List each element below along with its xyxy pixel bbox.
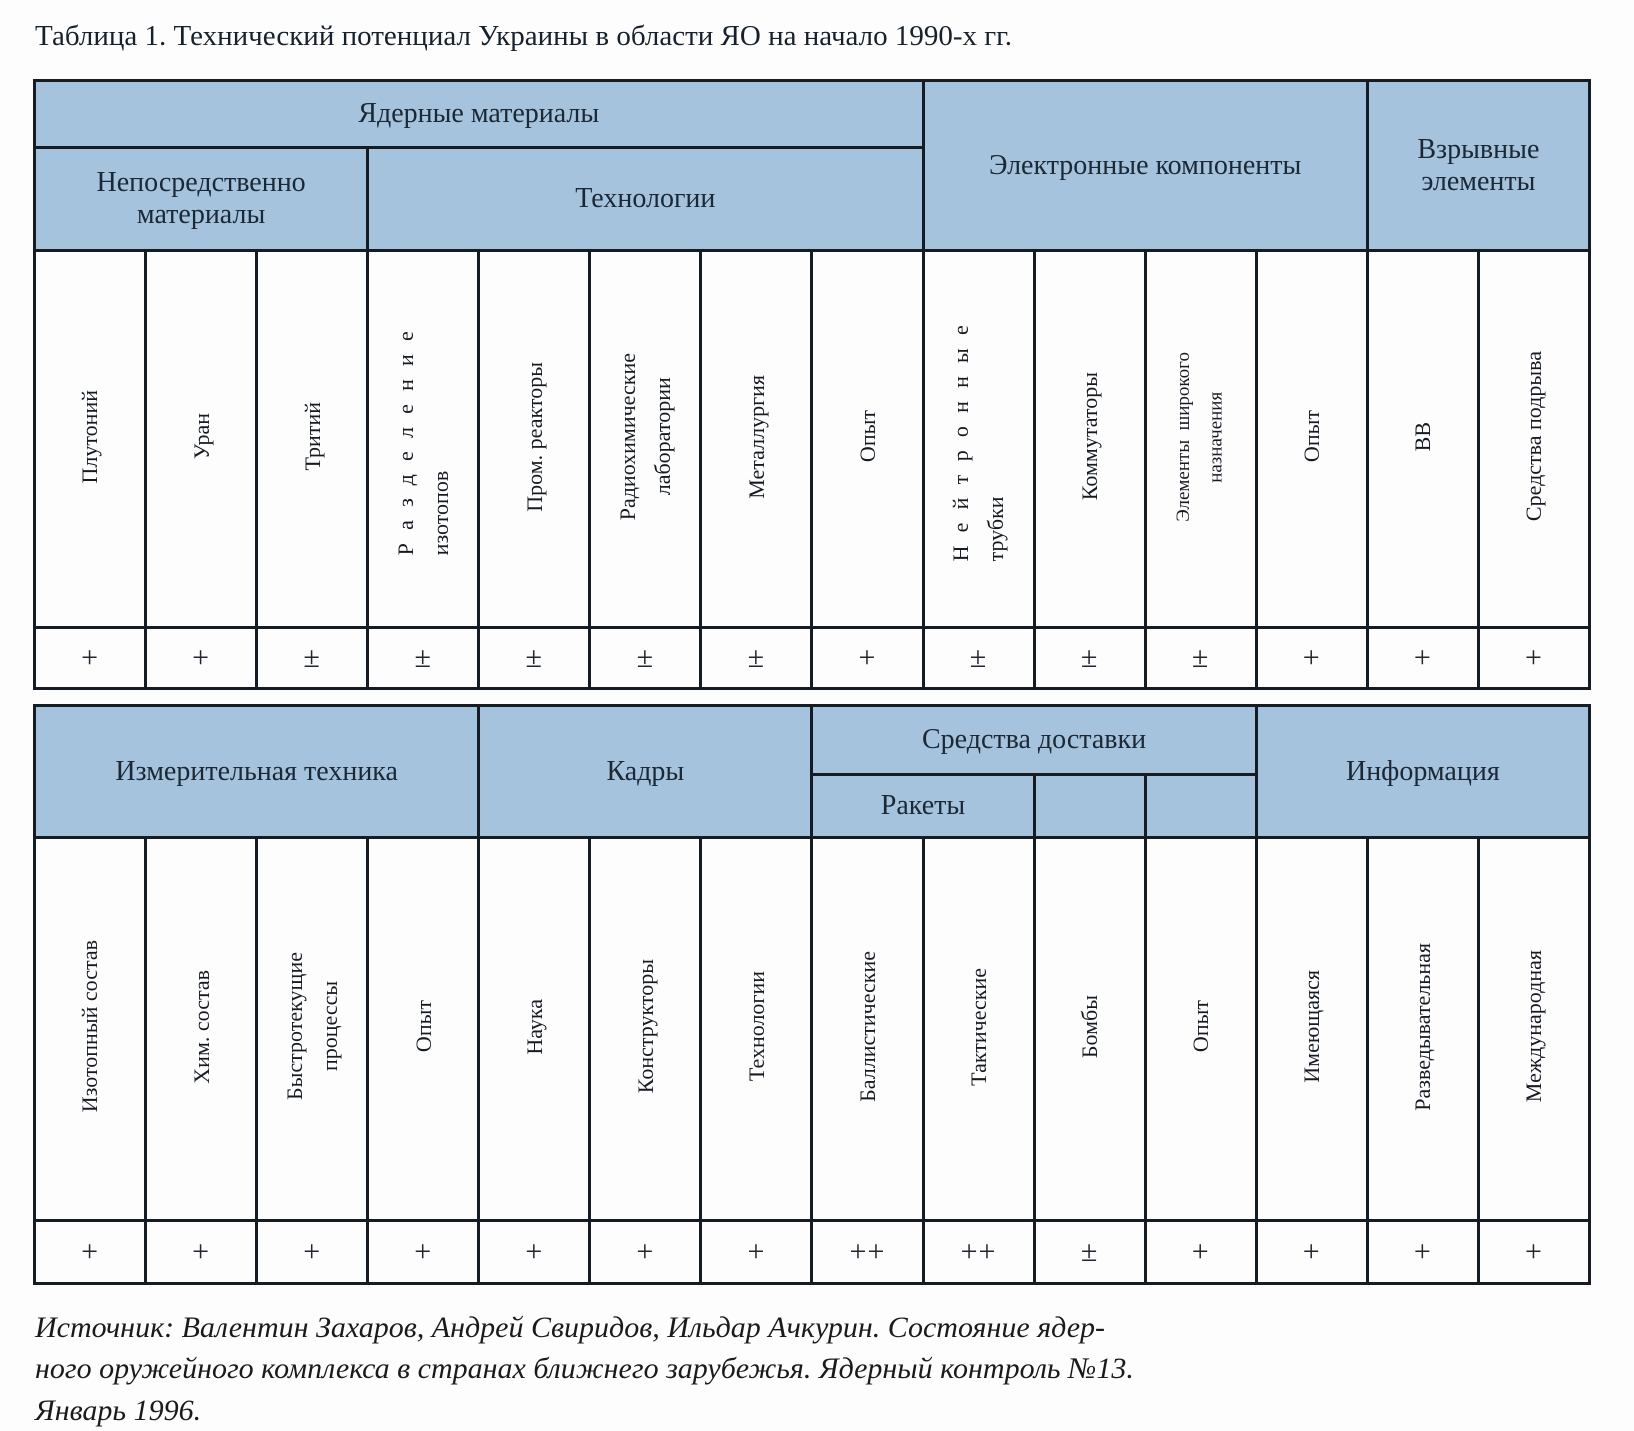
value-cell: ± bbox=[701, 628, 812, 689]
column-label-line: Радиохимические bbox=[615, 352, 641, 521]
column-label bbox=[184, 413, 219, 459]
column-label-line: Элементы широкого bbox=[1173, 351, 1195, 522]
nuclear-potential-table-top bbox=[33, 79, 1591, 690]
column-label-cell bbox=[146, 838, 257, 1221]
column-label-cell bbox=[479, 838, 590, 1221]
value-cell: ± bbox=[479, 628, 590, 689]
column-label bbox=[739, 971, 774, 1081]
column-label-cell bbox=[923, 838, 1034, 1221]
group-header: Ядерные материалы bbox=[35, 81, 924, 148]
value-cell: ± bbox=[257, 628, 368, 689]
column-label-line: Наука bbox=[521, 998, 547, 1055]
column-label-cell bbox=[701, 251, 812, 628]
group-header: Электронные компоненты bbox=[923, 81, 1367, 251]
group-header: Ракеты bbox=[812, 775, 1034, 838]
column-label bbox=[1405, 422, 1440, 451]
value-cell: + bbox=[146, 628, 257, 689]
column-label-line: изотопов bbox=[428, 470, 454, 556]
group-header bbox=[1145, 775, 1256, 838]
column-label-line: Изотопный состав bbox=[77, 940, 103, 1113]
value-cell: ± bbox=[1034, 1221, 1145, 1284]
column-label-line: Баллистические bbox=[854, 951, 880, 1102]
column-label bbox=[1168, 352, 1233, 522]
column-label-line: Международная bbox=[1521, 950, 1547, 1103]
column-label-line: Разведывательная bbox=[1410, 942, 1436, 1111]
column-label-cell bbox=[1367, 838, 1478, 1221]
column-label-line: Тритий bbox=[299, 402, 325, 471]
value-cell: + bbox=[1478, 628, 1589, 689]
value-cell: + bbox=[368, 1221, 479, 1284]
column-label bbox=[1294, 410, 1329, 462]
value-cell: + bbox=[1256, 1221, 1367, 1284]
column-label-cell bbox=[146, 251, 257, 628]
value-cell: + bbox=[1367, 628, 1478, 689]
column-label bbox=[739, 375, 774, 499]
group-header: Технологии bbox=[368, 148, 923, 251]
column-label bbox=[406, 1000, 441, 1052]
column-label bbox=[184, 970, 219, 1084]
value-cell: + bbox=[35, 1221, 146, 1284]
column-label bbox=[1183, 1000, 1218, 1052]
column-label bbox=[517, 362, 552, 512]
column-label-cell bbox=[368, 838, 479, 1221]
value-cell: ± bbox=[923, 628, 1034, 689]
tables-container bbox=[33, 79, 1594, 1285]
column-label-cell bbox=[257, 251, 368, 628]
column-label-line: назначения bbox=[1205, 390, 1227, 482]
column-label bbox=[1294, 970, 1329, 1083]
value-cell: + bbox=[479, 1221, 590, 1284]
column-label-cell bbox=[1367, 251, 1478, 628]
column-label bbox=[610, 353, 680, 520]
column-label-line: Разделение bbox=[393, 317, 419, 556]
group-header: Средства доставки bbox=[812, 706, 1256, 775]
column-label-cell bbox=[35, 251, 146, 628]
column-label-cell bbox=[1478, 838, 1589, 1221]
column-label-cell bbox=[1256, 838, 1367, 1221]
column-label-cell bbox=[1478, 251, 1589, 628]
value-cell: ± bbox=[368, 628, 479, 689]
column-label-cell bbox=[701, 838, 812, 1221]
value-cell: ± bbox=[1145, 628, 1256, 689]
column-label-cell bbox=[923, 251, 1034, 628]
column-label bbox=[943, 312, 1013, 561]
column-label-line: Коммутаторы bbox=[1077, 372, 1102, 501]
column-label-cell bbox=[812, 251, 923, 628]
column-label bbox=[72, 940, 107, 1112]
column-label-line: Быстротекущие bbox=[281, 952, 307, 1101]
column-label-cell bbox=[1034, 251, 1145, 628]
column-label-cell bbox=[257, 838, 368, 1221]
column-label bbox=[295, 402, 330, 471]
column-label-cell bbox=[1145, 838, 1256, 1221]
column-label-line: Опыт bbox=[410, 1000, 436, 1053]
column-label-cell bbox=[590, 838, 701, 1221]
column-label-cell bbox=[368, 251, 479, 628]
column-label bbox=[517, 999, 552, 1055]
column-label-line: Плутоний bbox=[77, 389, 103, 484]
group-header: Информация bbox=[1256, 706, 1589, 838]
value-cell: + bbox=[1367, 1221, 1478, 1284]
column-label bbox=[628, 959, 663, 1093]
column-label-line: Опыт bbox=[1188, 1000, 1214, 1053]
value-cell: + bbox=[1256, 628, 1367, 689]
column-label bbox=[961, 968, 996, 1086]
column-label-line: лаборатории bbox=[650, 377, 676, 496]
source-line: Источник: Валентин Захаров, Андрей Свиридов, Ильдар Ачкурин. Состояние ядер- bbox=[35, 1311, 1105, 1344]
value-cell: + bbox=[812, 628, 923, 689]
group-header: Взрывные элементы bbox=[1367, 81, 1589, 251]
value-cell: ± bbox=[590, 628, 701, 689]
column-label bbox=[1516, 351, 1551, 521]
value-cell: + bbox=[1145, 1221, 1256, 1284]
value-cell: ++ bbox=[812, 1221, 923, 1284]
column-label bbox=[1072, 372, 1107, 500]
value-cell: + bbox=[35, 628, 146, 689]
column-label bbox=[1072, 995, 1107, 1058]
source-note bbox=[35, 1307, 1594, 1431]
column-label-cell bbox=[1034, 838, 1145, 1221]
column-label-line: процессы bbox=[317, 981, 343, 1072]
value-cell: ++ bbox=[923, 1221, 1034, 1284]
column-label-line: Имеющаяся bbox=[1299, 970, 1325, 1083]
column-label-line: Конструкторы bbox=[632, 959, 658, 1094]
column-label-line: Бомбы bbox=[1077, 994, 1102, 1059]
column-label-line: ВВ bbox=[1410, 421, 1436, 452]
column-label bbox=[277, 952, 347, 1100]
column-label-line: Хим. состав bbox=[188, 969, 214, 1084]
column-label-cell bbox=[35, 838, 146, 1221]
column-label bbox=[1516, 950, 1551, 1102]
column-label bbox=[1405, 943, 1440, 1111]
group-header: Кадры bbox=[479, 706, 812, 838]
value-cell: + bbox=[590, 1221, 701, 1284]
value-cell: + bbox=[701, 1221, 812, 1284]
value-cell: ± bbox=[1034, 628, 1145, 689]
column-label-line: Металлургия bbox=[743, 374, 769, 499]
column-label bbox=[850, 410, 885, 462]
column-label-line: Опыт bbox=[1299, 410, 1325, 463]
column-label-line: Нейтронные bbox=[948, 311, 974, 562]
column-label-cell bbox=[812, 838, 923, 1221]
column-label bbox=[72, 390, 107, 484]
value-cell: + bbox=[146, 1221, 257, 1284]
column-label-line: трубки bbox=[983, 496, 1009, 562]
group-header bbox=[1034, 775, 1145, 838]
column-label-cell bbox=[590, 251, 701, 628]
column-label-line: Пром. реакторы bbox=[521, 361, 547, 512]
column-label-line: Уран bbox=[188, 413, 214, 460]
column-label-cell bbox=[1145, 251, 1256, 628]
value-cell: + bbox=[1478, 1221, 1589, 1284]
value-cell: + bbox=[257, 1221, 368, 1284]
column-label-line: Опыт bbox=[854, 410, 880, 463]
group-header: Непосредственно материалы bbox=[35, 148, 368, 251]
nuclear-potential-table-bottom bbox=[33, 704, 1591, 1285]
group-header: Измерительная техника bbox=[35, 706, 479, 838]
column-label bbox=[850, 951, 885, 1102]
column-label-line: Технологии bbox=[743, 971, 769, 1082]
column-label-line: Тактические bbox=[965, 967, 991, 1086]
column-label bbox=[388, 318, 458, 555]
column-label-cell bbox=[479, 251, 590, 628]
column-label-cell bbox=[1256, 251, 1367, 628]
table-caption: Таблица 1. Технический потенциал Украины в области ЯО на начало 1990-х гг. bbox=[35, 20, 1013, 52]
source-line: ного оружейного комплекса в странах ближнего зарубежья. Ядерный контроль №13. bbox=[35, 1352, 1134, 1386]
column-label-line: Средства подрыва bbox=[1521, 351, 1547, 522]
source-line: Январь 1996. bbox=[35, 1393, 202, 1427]
